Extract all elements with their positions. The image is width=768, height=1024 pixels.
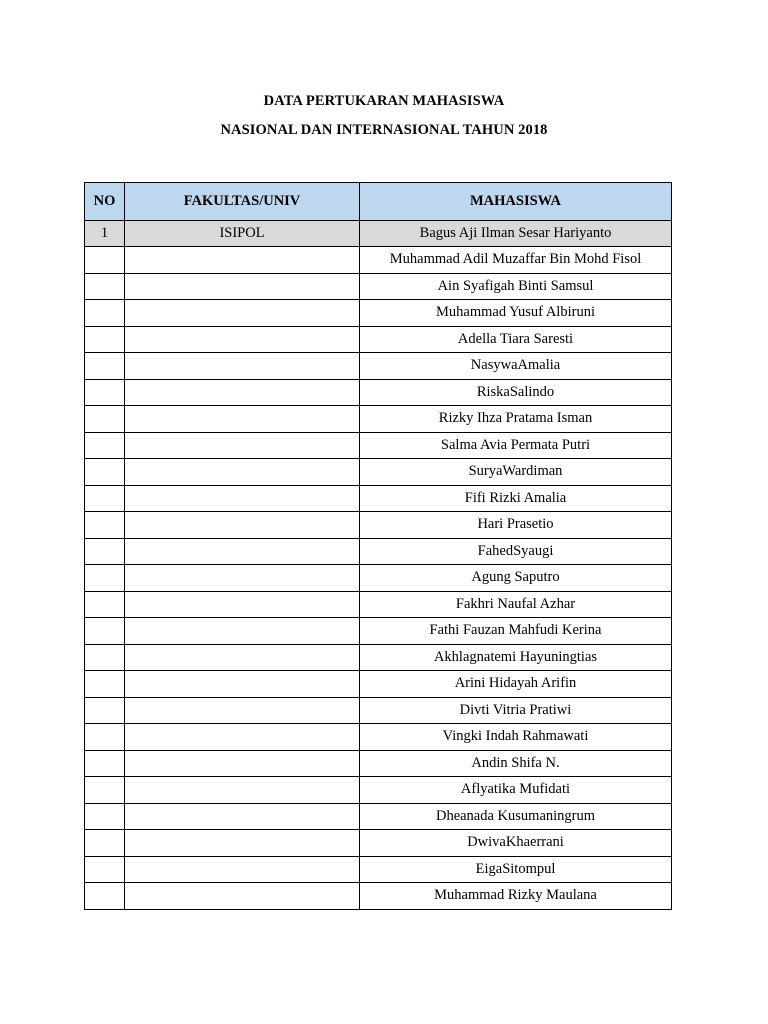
cell-no	[85, 273, 125, 300]
cell-fakultas	[125, 300, 360, 327]
cell-mahasiswa: Ain Syafigah Binti Samsul	[360, 273, 672, 300]
table-row	[85, 777, 672, 804]
cell-no	[85, 591, 125, 618]
cell-fakultas	[125, 644, 360, 671]
cell-fakultas	[125, 432, 360, 459]
cell-fakultas	[125, 379, 360, 406]
cell-mahasiswa: Arini Hidayah Arifin	[360, 671, 672, 698]
cell-fakultas	[125, 353, 360, 380]
cell-mahasiswa: Rizky Ihza Pratama Isman	[360, 406, 672, 433]
cell-fakultas	[125, 750, 360, 777]
table-row	[85, 432, 672, 459]
cell-mahasiswa: Andin Shifa N.	[360, 750, 672, 777]
cell-fakultas	[125, 697, 360, 724]
cell-mahasiswa: Adella Tiara Saresti	[360, 326, 672, 353]
cell-mahasiswa: Fathi Fauzan Mahfudi Kerina	[360, 618, 672, 645]
cell-mahasiswa: Vingki Indah Rahmawati	[360, 724, 672, 751]
cell-no	[85, 830, 125, 857]
cell-mahasiswa: DwivaKhaerrani	[360, 830, 672, 857]
document-subtitle: NASIONAL DAN INTERNASIONAL TAHUN 2018	[220, 122, 548, 138]
cell-mahasiswa: Akhlagnatemi Hayuningtias	[360, 644, 672, 671]
cell-mahasiswa: NasywaAmalia	[360, 353, 672, 380]
cell-mahasiswa: Dheanada Kusumaningrum	[360, 803, 672, 830]
cell-no	[85, 565, 125, 592]
cell-fakultas	[125, 803, 360, 830]
cell-fakultas	[125, 591, 360, 618]
cell-fakultas	[125, 830, 360, 857]
cell-fakultas	[125, 856, 360, 883]
cell-no	[85, 326, 125, 353]
cell-no	[85, 512, 125, 539]
cell-mahasiswa: Fifi Rizki Amalia	[360, 485, 672, 512]
cell-fakultas	[125, 724, 360, 751]
cell-mahasiswa: SuryaWardiman	[360, 459, 672, 486]
cell-mahasiswa: EigaSitompul	[360, 856, 672, 883]
cell-no	[85, 803, 125, 830]
table-row	[85, 273, 672, 300]
table-header	[85, 183, 672, 221]
cell-no	[85, 432, 125, 459]
cell-fakultas	[125, 618, 360, 645]
cell-mahasiswa: Hari Prasetio	[360, 512, 672, 539]
cell-fakultas	[125, 273, 360, 300]
cell-fakultas	[125, 406, 360, 433]
table-row	[85, 512, 672, 539]
cell-no: 1	[85, 221, 125, 247]
column-header-fakultas: FAKULTAS/UNIV	[125, 183, 360, 221]
cell-no	[85, 856, 125, 883]
cell-mahasiswa: Fakhri Naufal Azhar	[360, 591, 672, 618]
cell-no	[85, 618, 125, 645]
table-row	[85, 300, 672, 327]
cell-no	[85, 353, 125, 380]
cell-no	[85, 724, 125, 751]
cell-mahasiswa: Muhammad Rizky Maulana	[360, 883, 672, 910]
table-row	[85, 724, 672, 751]
table-row	[85, 644, 672, 671]
cell-mahasiswa: Aflyatika Mufidati	[360, 777, 672, 804]
table-row	[85, 565, 672, 592]
cell-no	[85, 485, 125, 512]
table-row	[85, 406, 672, 433]
cell-mahasiswa: Bagus Aji Ilman Sesar Hariyanto	[360, 221, 672, 247]
table-row	[85, 830, 672, 857]
student-exchange-table	[84, 182, 672, 910]
cell-no	[85, 379, 125, 406]
cell-no	[85, 300, 125, 327]
table-row	[85, 750, 672, 777]
cell-mahasiswa: RiskaSalindo	[360, 379, 672, 406]
cell-fakultas	[125, 326, 360, 353]
table-row	[85, 353, 672, 380]
table-body	[85, 221, 672, 910]
cell-mahasiswa: FahedSyaugi	[360, 538, 672, 565]
cell-mahasiswa: Salma Avia Permata Putri	[360, 432, 672, 459]
table-header-row	[85, 183, 672, 221]
cell-fakultas: ISIPOL	[125, 221, 360, 247]
cell-no	[85, 247, 125, 274]
table-row	[85, 379, 672, 406]
table-row	[85, 803, 672, 830]
table-row	[85, 538, 672, 565]
cell-fakultas	[125, 883, 360, 910]
document-title: DATA PERTUKARAN MAHASISWA	[263, 93, 505, 109]
cell-no	[85, 459, 125, 486]
cell-mahasiswa: Divti Vitria Pratiwi	[360, 697, 672, 724]
table-row	[85, 459, 672, 486]
cell-no	[85, 671, 125, 698]
column-header-no: NO	[85, 183, 125, 221]
cell-fakultas	[125, 459, 360, 486]
cell-mahasiswa: Muhammad Yusuf Albiruni	[360, 300, 672, 327]
cell-mahasiswa: Muhammad Adil Muzaffar Bin Mohd Fisol	[360, 247, 672, 274]
cell-no	[85, 883, 125, 910]
cell-fakultas	[125, 777, 360, 804]
cell-mahasiswa: Agung Saputro	[360, 565, 672, 592]
table-row	[85, 247, 672, 274]
table-row	[85, 591, 672, 618]
table-row	[85, 485, 672, 512]
cell-no	[85, 644, 125, 671]
table-row	[85, 883, 672, 910]
table-row	[85, 326, 672, 353]
cell-no	[85, 697, 125, 724]
cell-no	[85, 538, 125, 565]
table-row	[85, 856, 672, 883]
cell-fakultas	[125, 247, 360, 274]
table-row	[85, 671, 672, 698]
cell-fakultas	[125, 538, 360, 565]
cell-fakultas	[125, 671, 360, 698]
table-row	[85, 618, 672, 645]
table-row	[85, 221, 672, 247]
cell-fakultas	[125, 512, 360, 539]
cell-no	[85, 406, 125, 433]
table-row	[85, 697, 672, 724]
cell-fakultas	[125, 565, 360, 592]
cell-no	[85, 750, 125, 777]
cell-fakultas	[125, 485, 360, 512]
column-header-mahasiswa: MAHASISWA	[360, 183, 672, 221]
cell-no	[85, 777, 125, 804]
